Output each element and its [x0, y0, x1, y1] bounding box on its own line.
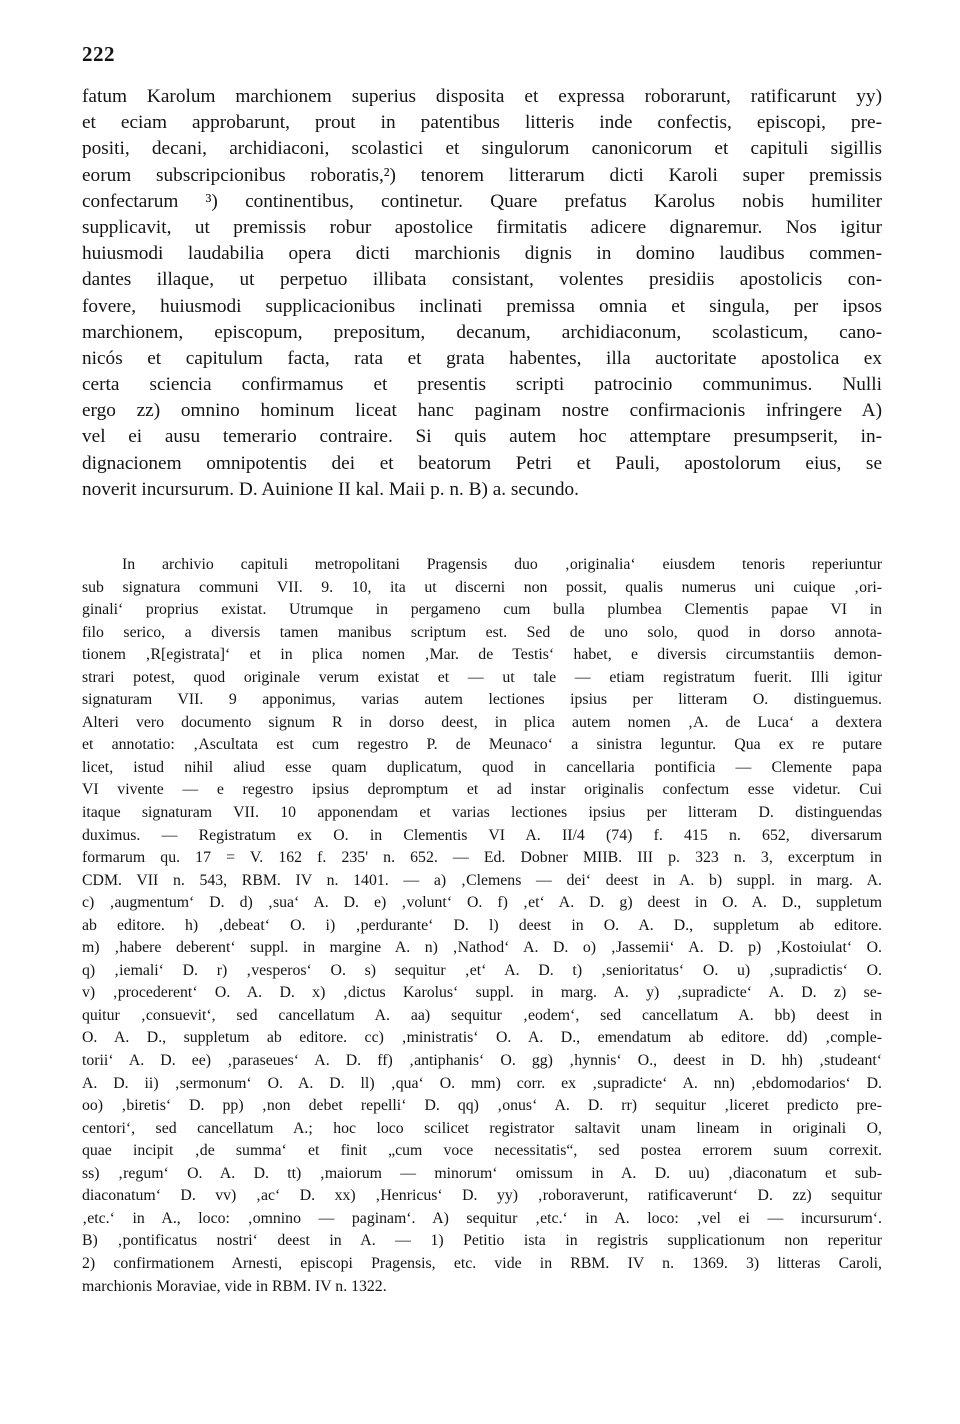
note-line: ‚etc.‘ in A., loco: ‚omnino — paginam‘. A) sequitur ‚etc.‘ in A. loco: ‚vel ei — incursurum‘.	[82, 1209, 882, 1227]
text-line: huiusmodi laudabilia opera dicti marchionis dignis in domino laudibus commen-	[82, 243, 882, 265]
editorial-notes	[82, 554, 882, 1298]
text-line: dantes illaque, ut perpetuo illibata consistant, volentes presidiis apostolicis con-	[82, 269, 882, 291]
note-line: ginali‘ proprius existat. Utrumque in pergameno cum bulla plumbea Clementis papae VI in	[82, 601, 882, 619]
note-line: B) ‚pontificatus nostri‘ deest in A. — 1) Petitio ista in registris supplicationum non reperitur	[82, 1232, 882, 1250]
note-line: formarum qu. 17 = V. 162 f. 235' n. 652. — Ed. Dobner MIIB. III p. 323 n. 3, excerptum in	[82, 849, 882, 867]
note-line: ss) ‚regum‘ O. A. D. tt) ‚maiorum — minorum‘ omissum in A. D. uu) ‚diaconatum et sub-	[82, 1164, 882, 1182]
text-line: dignacionem omnipotentis dei et beatorum Petri et Pauli, apostolorum eius, se	[82, 452, 882, 474]
text-line: fatum Karolum marchionem superius disposita et expressa roborarunt, ratificarunt yy)	[82, 86, 882, 107]
text-line: eorum subscripcionibus roboratis,²) tenorem litterarum dicti Karoli super premissis	[82, 164, 882, 186]
text-line: fovere, huiusmodi supplicacionibus inclinati premissa omnia et singula, per ipsos	[82, 295, 882, 317]
text-line: supplicavit, ut premissis robur apostolice firmitatis adicere dignaremur. Nos igitur	[82, 216, 882, 238]
text-line: ergo zz) omnino hominum liceat hanc paginam nostre confirmacionis infringere A)	[82, 400, 882, 422]
note-line: torii‘ A. D. ee) ‚paraseues‘ A. D. ff) ‚antiphanis‘ O. gg) ‚hynnis‘ O., deest in D. hh) ‚studeant‘	[82, 1052, 882, 1070]
note-line: duximus. — Registratum ex O. in Clementis VI A. II/4 (74) f. 415 n. 652, diversarum	[82, 826, 882, 844]
note-line: centori‘, sed cancellatum A.; hoc loco scilicet registrator saltavit unam lineam in originali O,	[82, 1119, 882, 1137]
note-line: marchionis Moraviae, vide in RBM. IV n. 1322.	[82, 1277, 387, 1295]
page-number: 222	[82, 42, 115, 66]
text-line: confectarum ³) continentibus, continetur. Quare prefatus Karolus nobis humiliter	[82, 190, 882, 212]
note-line: O. A. D., suppletum ab editore. cc) ‚ministratis‘ O. A. D., emendatum ab editore. dd) ‚comple-	[82, 1029, 882, 1047]
note-line: VI vivente — e regestro ipsius depromptum et ad instar originalis confectum esse videtur. Cui	[82, 781, 882, 799]
note-line: sub signatura communi VII. 9. 10, ita ut discerni non possit, qualis numerus uni cuique ‚ori-	[82, 578, 882, 596]
note-line: In archivio capituli metropolitani Pragensis duo ‚originalia‘ eiusdem tenoris reperiuntur	[122, 556, 882, 573]
note-line: 2) confirmationem Arnesti, episcopi Pragensis, etc. vide in RBM. IV n. 1369. 3) litteras Caroli,	[82, 1254, 882, 1272]
note-line: m) ‚habere deberent‘ suppl. in margine A. n) ‚Nathod‘ A. D. o) ‚Jassemii‘ A. D. p) ‚Kostoiulat‘ O.	[82, 939, 882, 957]
note-line: v) ‚procederent‘ O. A. D. x) ‚dictus Karolus‘ suppl. in marg. A. y) ‚supradicte‘ A. D. z) se-	[82, 984, 882, 1002]
text-line: vel ei ausu temerario contraire. Si quis autem hoc attemptare presumpserit, in-	[82, 426, 882, 448]
note-line: et annotatio: ‚Ascultata est cum regestro P. de Meunaco‘ a sinistra leguntur. Qua ex re putare	[82, 736, 882, 754]
text-line: marchionem, episcopum, prepositum, decanum, archidiaconum, scolasticum, cano-	[82, 321, 882, 343]
text-line: certa sciencia confirmamus et presentis scripti patrocinio communimus. Nulli	[82, 374, 882, 396]
note-line: oo) ‚biretis‘ D. pp) ‚non debet repelli‘ D. qq) ‚onus‘ A. D. rr) sequitur ‚liceret predicto pre-	[82, 1097, 882, 1115]
note-line: itaque signaturam VII. 10 apponendam et varias lectiones ipsius per litteram D. distinguendas	[82, 804, 882, 822]
note-line: CDM. VII n. 543, RBM. IV n. 1401. — a) ‚Clemens — dei‘ deest in A. b) suppl. in marg. A.	[82, 871, 882, 889]
note-line: A. D. ii) ‚sermonum‘ O. A. D. ll) ‚qua‘ O. mm) corr. ex ‚supradicte‘ A. nn) ‚ebdomodarios‘ D.	[82, 1074, 882, 1092]
note-line: c) ‚augmentum‘ D. d) ‚sua‘ A. D. e) ‚volunt‘ O. f) ‚et‘ A. D. g) deest in O. A. D., suppletum	[82, 894, 882, 912]
note-line: diaconatum‘ D. vv) ‚ac‘ D. xx) ‚Henricus‘ D. yy) ‚roboraverunt, ratificaverunt‘ D. zz) sequitur	[82, 1187, 882, 1205]
note-line: licet, istud nihil aliud esse quam duplicatum, quod in cancellaria pontificia — Clemente papa	[82, 758, 882, 776]
note-line: signaturam VII. 9 apponimus, varias autem lectiones ipsius per litteram O. distinguemus.	[82, 691, 882, 709]
note-line: q) ‚iemali‘ D. r) ‚vesperos‘ O. s) sequitur ‚et‘ A. D. t) ‚senioritatus‘ O. u) ‚supradictis‘ O.	[82, 961, 882, 979]
text-line: positi, decani, archidiaconi, scolastici et singulorum canonicorum et capituli sigillis	[82, 138, 882, 160]
note-line: strari potest, quod originale verum existat et — ut tale — etiam registratum fuerit. Illi igitur	[82, 668, 882, 686]
text-line: noverit incursurum. D. Auinione II kal. Maii p. n. B) a. secundo.	[82, 478, 579, 500]
note-line: filo serico, a diversis tamen manibus scriptum est. Sed de uno solo, quod in dorso annota-	[82, 623, 882, 641]
note-line: quitur ‚consuevit‘, sed cancellatum A. aa) sequitur ‚eodem‘, sed cancellatum A. bb) deest in	[82, 1006, 882, 1024]
note-line: tionem ‚R[egistrata]‘ et in plica nomen ‚Mar. de Testis‘ habet, e diversis circumstantiis demon-	[82, 646, 882, 664]
charter-text	[82, 84, 882, 503]
note-line: quae incipit ‚de summa‘ et finit „cum voce necessitatis“, sed postea errorem suum correxit.	[82, 1142, 882, 1160]
note-line: ab editore. h) ‚debeat‘ O. i) ‚perdurante‘ D. l) deest in O. A. D., suppletum ab editore.	[82, 916, 882, 934]
text-line: et eciam approbarunt, prout in patentibus litteris inde confectis, episcopi, pre-	[82, 112, 882, 134]
note-line: Alteri vero documento signum R in dorso deest, in plica autem nomen ‚A. de Luca‘ a dextera	[82, 713, 882, 731]
text-line: nicós et capitulum facta, rata et grata habentes, illa auctoritate apostolica ex	[82, 347, 882, 369]
